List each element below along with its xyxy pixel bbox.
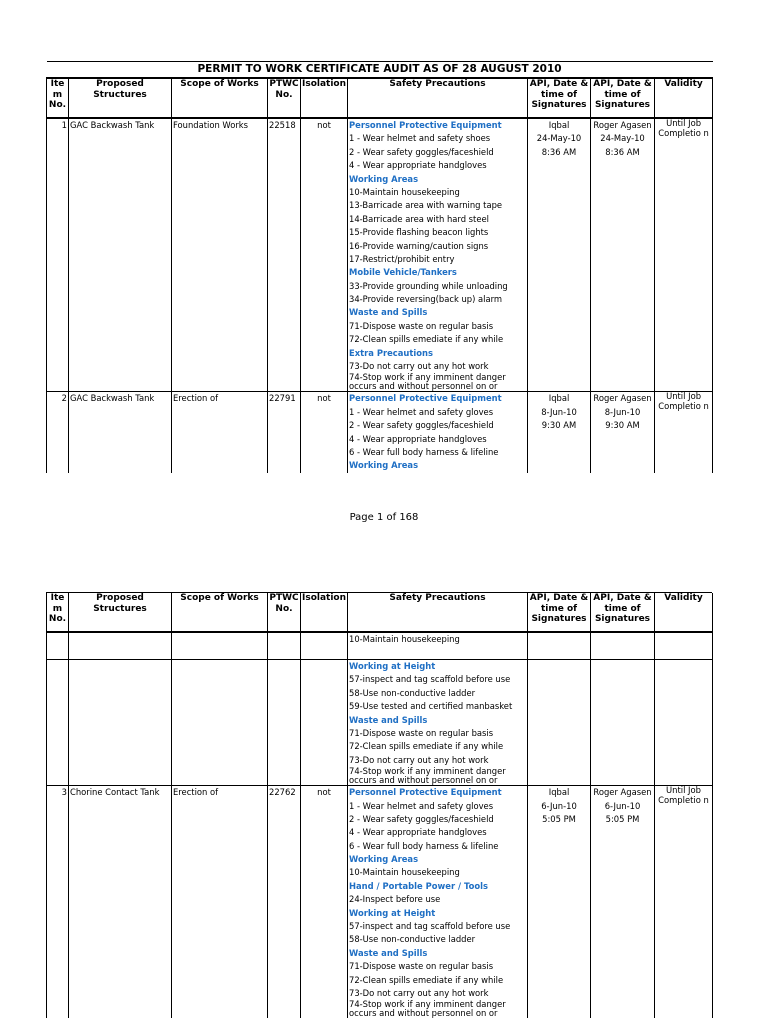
precaution-item: 4 - Wear appropriate handgloves (349, 433, 487, 444)
precaution-item: 17-Restrict/prohibit entry (349, 253, 455, 264)
document-title: PERMIT TO WORK CERTIFICATE AUDIT AS OF 28 AUGUST 2010 (47, 62, 713, 79)
precaution-item: 24-Inspect before use (349, 894, 441, 905)
scope-cell: Erection of (172, 786, 268, 1019)
header-api-1: API, Date & time of Signatures (528, 593, 591, 632)
api-signature-2: Roger Agasen 6-Jun-10 5:05 PM (591, 786, 655, 1019)
precaution-item: 1 - Wear helmet and safety gloves (349, 406, 494, 417)
header-api-1: API, Date & time of Signatures (528, 78, 591, 118)
header-ptwc: PTWC No. (268, 593, 301, 632)
header-isolation: Isolation (301, 593, 348, 632)
precaution-item: 73-Do not carry out any hot work (349, 754, 489, 765)
header-row (47, 593, 713, 632)
validity-cell: Until Job Completio n (655, 786, 713, 1019)
precaution-item: 15-Provide flashing beacon lights (349, 227, 489, 238)
header-proposed-structures: Proposed Structures (69, 593, 172, 632)
precaution-section-heading: Working Areas (349, 173, 419, 184)
table-row (47, 660, 713, 786)
page-number: Page 1 of 168 (349, 512, 419, 523)
header-scope: Scope of Works (172, 78, 268, 118)
precaution-item: 2 - Wear safety goggles/faceshield (349, 420, 494, 431)
validity-cell: Until Job Completio n (655, 118, 713, 392)
precaution-section-heading: Extra Precautions (349, 347, 433, 358)
precaution-item: 58-Use non-conductive ladder (349, 687, 476, 698)
page-1 (46, 61, 712, 473)
precaution-item: 14-Barricade area with hard steel (349, 213, 489, 224)
precaution-item: 2 - Wear safety goggles/faceshield (349, 813, 494, 824)
structure-cell: GAC Backwash Tank (69, 392, 172, 473)
audit-table-page-2 (46, 593, 713, 1018)
item-number: 3 (47, 786, 69, 1019)
precaution-item: 74-Stop work if any imminent danger occurs and without personnel on or (349, 1000, 506, 1019)
header-safety: Safety Precautions (348, 593, 528, 632)
precaution-item: 57-inspect and tag scaffold before use (349, 674, 511, 685)
table-row (47, 786, 713, 1019)
scope-cell: Foundation Works (172, 118, 268, 392)
safety-cell (348, 786, 528, 1019)
precaution-section-heading: Waste and Spills (349, 307, 428, 318)
precaution-item: 59-Use tested and certified manbasket (349, 701, 513, 712)
item-number: 2 (47, 392, 69, 473)
header-isolation: Isolation (301, 78, 348, 118)
safety-cell (348, 660, 528, 786)
precaution-item: 2 - Wear safety goggles/faceshield (349, 146, 494, 157)
header-scope: Scope of Works (172, 593, 268, 632)
precaution-item: 1 - Wear helmet and safety shoes (349, 133, 491, 144)
safety-cell (348, 392, 528, 473)
precaution-item: 33-Provide grounding while unloading (349, 280, 508, 291)
precaution-section-heading: Waste and Spills (349, 947, 428, 958)
precaution-item: 4 - Wear appropriate handgloves (349, 160, 487, 171)
precaution-section-heading: Working Areas (349, 460, 419, 471)
precaution-item: 16-Provide warning/caution signs (349, 240, 489, 251)
header-safety: Safety Precautions (348, 78, 528, 118)
precaution-item: 34-Provide reversing(back up) alarm (349, 294, 503, 305)
audit-table-page-1 (46, 61, 713, 473)
precaution-item: 74-Stop work if any imminent danger occurs and without personnel on or (349, 373, 506, 392)
item-number: 1 (47, 118, 69, 392)
precaution-item: 1 - Wear helmet and safety gloves (349, 800, 494, 811)
ptwc-cell: 22518 (268, 118, 301, 392)
header-row (47, 78, 713, 118)
header-item-no: Ite m No. (47, 78, 69, 118)
precaution-item: 71-Dispose waste on regular basis (349, 961, 494, 972)
page-2 (46, 592, 712, 1018)
safety-cell (348, 632, 528, 660)
precaution-item: 72-Clean spills emediate if any while (349, 741, 504, 752)
precaution-item: 13-Barricade area with warning tape (349, 200, 503, 211)
table-row (47, 632, 713, 660)
precaution-item: 58-Use non-conductive ladder (349, 934, 476, 945)
header-api-2: API, Date & time of Signatures (591, 78, 655, 118)
precaution-section-heading: Waste and Spills (349, 714, 428, 725)
api-signature-1: Iqbal 24-May-10 8:36 AM (528, 118, 591, 392)
structure-cell: GAC Backwash Tank (69, 118, 172, 392)
precaution-item: 74-Stop work if any imminent danger occurs and without personnel on or (349, 767, 506, 786)
precaution-section-heading: Personnel Protective Equipment (349, 787, 502, 798)
precaution-item: 4 - Wear appropriate handgloves (349, 827, 487, 838)
precaution-item: 10-Maintain housekeeping (349, 186, 460, 197)
validity-cell: Until Job Completio n (655, 392, 713, 473)
safety-cell (348, 118, 528, 392)
structure-cell: Chorine Contact Tank (69, 786, 172, 1019)
precaution-section-heading: Working at Height (349, 661, 436, 671)
header-validity: Validity (655, 78, 713, 118)
header-proposed-structures: Proposed Structures (69, 78, 172, 118)
header-ptwc: PTWC No. (268, 78, 301, 118)
api-signature-1: Iqbal 8-Jun-10 9:30 AM (528, 392, 591, 473)
header-item-no: Ite m No. (47, 593, 69, 632)
precaution-item: 6 - Wear full body harness & lifeline (349, 446, 499, 457)
precaution-item: 10-Maintain housekeeping (349, 634, 460, 644)
api-signature-1: Iqbal 6-Jun-10 5:05 PM (528, 786, 591, 1019)
ptwc-cell: 22791 (268, 392, 301, 473)
precaution-section-heading: Personnel Protective Equipment (349, 393, 502, 404)
precaution-section-heading: Hand / Portable Power / Tools (349, 880, 488, 891)
precaution-section-heading: Working at Height (349, 907, 436, 918)
isolation-cell: not (301, 786, 348, 1019)
precaution-item: 71-Dispose waste on regular basis (349, 727, 494, 738)
precaution-section-heading: Mobile Vehicle/Tankers (349, 267, 457, 278)
table-row (47, 118, 713, 392)
header-api-2: API, Date & time of Signatures (591, 593, 655, 632)
isolation-cell: not (301, 118, 348, 392)
api-signature-2: Roger Agasen 24-May-10 8:36 AM (591, 118, 655, 392)
precaution-item: 72-Clean spills emediate if any while (349, 334, 504, 345)
header-validity: Validity (655, 593, 713, 632)
precaution-item: 10-Maintain housekeeping (349, 867, 460, 878)
precaution-item: 71-Dispose waste on regular basis (349, 320, 494, 331)
api-signature-2: Roger Agasen 8-Jun-10 9:30 AM (591, 392, 655, 473)
precaution-item: 73-Do not carry out any hot work (349, 361, 489, 372)
ptwc-cell: 22762 (268, 786, 301, 1019)
precaution-section-heading: Personnel Protective Equipment (349, 120, 502, 130)
precaution-section-heading: Working Areas (349, 854, 419, 865)
table-row (47, 392, 713, 473)
precaution-item: 72-Clean spills emediate if any while (349, 974, 504, 985)
precaution-item: 73-Do not carry out any hot work (349, 987, 489, 998)
scope-cell: Erection of (172, 392, 268, 473)
precaution-item: 57-inspect and tag scaffold before use (349, 921, 511, 932)
isolation-cell: not (301, 392, 348, 473)
precaution-item: 6 - Wear full body harness & lifeline (349, 840, 499, 851)
